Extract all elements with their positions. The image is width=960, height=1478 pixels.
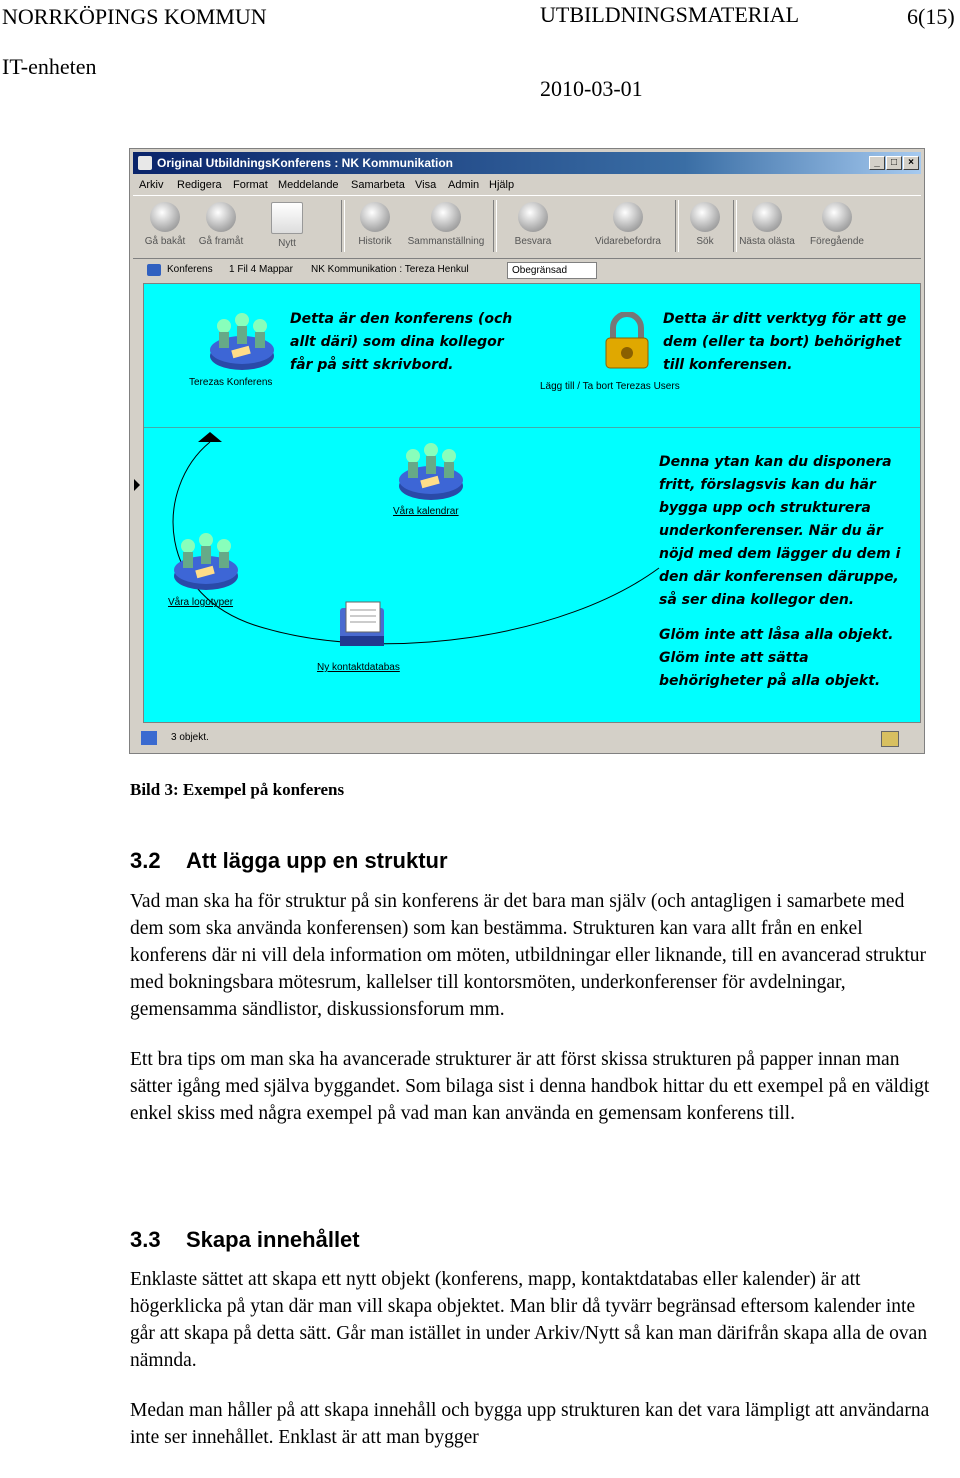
status-text: 3 objekt.	[171, 732, 209, 743]
summary-icon	[431, 202, 461, 232]
status-icon	[141, 731, 157, 745]
doc-type: UTBILDNINGSMATERIAL	[540, 2, 800, 27]
grid-view-icon[interactable]	[881, 731, 899, 747]
lock-label[interactable]: Lägg till / Ta bort Terezas Users	[540, 381, 680, 392]
address-info: 1 Fil 4 Mappar	[229, 264, 293, 275]
app-icon	[138, 156, 152, 170]
next-unread-button[interactable]: Nästa olästa	[739, 200, 795, 247]
reply-icon	[518, 202, 548, 232]
kalendrar-label[interactable]: Våra kalendrar	[393, 506, 459, 517]
menu-visa[interactable]: Visa	[415, 179, 437, 191]
section-3-2-body	[130, 888, 930, 1127]
scope-field[interactable]: Obegränsad	[507, 262, 597, 279]
section-heading-3-3: 3.3 Skapa innehållet	[130, 1227, 360, 1252]
search-icon	[690, 202, 720, 232]
address-path: NK Kommunikation : Tereza Henkul	[311, 264, 469, 275]
menu-arkiv[interactable]: Arkiv	[139, 179, 164, 191]
forward-arrow-icon	[206, 202, 236, 232]
note-conference: Detta är den konferens (och allt däri) som dina kollegor får på sitt skrivbord.	[290, 311, 513, 373]
page-number: 6(15)	[907, 4, 955, 29]
maximize-icon[interactable]: □	[886, 156, 902, 170]
previous-button[interactable]: Föregående	[809, 200, 865, 247]
contact-database-icon[interactable]	[336, 596, 392, 652]
figure-caption: Bild 3: Exempel på konferens	[130, 780, 345, 799]
search-button[interactable]: Sök	[677, 200, 733, 247]
new-document-icon	[271, 202, 303, 234]
menu-meddelande[interactable]: Meddelande	[278, 179, 339, 191]
lock-icon[interactable]	[600, 312, 654, 372]
history-icon	[360, 202, 390, 232]
previous-icon	[822, 202, 852, 232]
logotyper-label[interactable]: Våra logotyper	[168, 597, 234, 608]
paragraph: Enklaste sättet att skapa ett nytt objekt (konferens, mapp, kontaktdatabas eller kalender) är att högerklicka på ytan där man vill skapa objektet. Man blir då tyvärr begränsad eftersom kalender inte går att skapa på detta sätt. Går man istället in under Arkiv/Nytt så kan man därifrån skapa alla de ovan nämnda.	[130, 1269, 928, 1371]
forward-message-button[interactable]: Vidarebefordra	[589, 200, 667, 247]
new-button[interactable]: Nytt	[259, 200, 315, 249]
close-icon[interactable]: ×	[903, 156, 919, 170]
next-unread-icon	[752, 202, 782, 232]
toolbar-separator	[341, 200, 345, 252]
expand-arrow-icon[interactable]	[134, 479, 140, 491]
kontakt-label[interactable]: Ny kontaktdatabas	[317, 662, 400, 673]
toolbar-separator	[493, 200, 497, 252]
toolbar-separator	[733, 200, 737, 252]
note-permissions: Detta är ditt verktyg för att ge dem (eller ta bort) behörighet till konferensen.	[663, 311, 907, 373]
forward-button[interactable]: Gå framåt	[193, 200, 249, 247]
back-button[interactable]: Gå bakåt	[137, 200, 193, 247]
logo-group-icon[interactable]	[172, 530, 240, 594]
note-area: Denna ytan kan du disponera fritt, förslagsvis kan du här bygga upp och strukturera underkonferenser. När du är nöjd med dem lägger du dem i den där konferensen däruppe, så ser dina kollegor den.	[659, 454, 901, 608]
terezas-konferens-label[interactable]: Terezas Konferens	[189, 377, 273, 388]
summary-button[interactable]: Sammanställning	[405, 200, 487, 247]
window-title: Original UtbildningsKonferens : NK Kommunikation	[157, 156, 454, 170]
section-heading-3-2: 3.2 Att lägga upp en struktur	[130, 848, 448, 873]
conference-canvas[interactable]	[143, 283, 921, 723]
status-bar	[133, 725, 921, 751]
doc-date: 2010-03-01	[540, 76, 643, 101]
paragraph: Vad man ska ha för struktur på sin konferens är det bara man själv (och antagligen i samarbete med dem som ska använda konferensen) som kan bestämma. Strukturen kan vara allt från en enkel konferens där ni vill dela information om möten, utbildningar eller liknande, till en avancerad struktur med bokningsbara mötesrum, kallelser till kontorsmöten, underkonferenser för avdelningar, gemensamma sändlistor, diskussionsforum mm.	[130, 891, 927, 1020]
conference-group-icon[interactable]	[208, 310, 276, 374]
section-3-3-body	[130, 1266, 930, 1451]
menu-bar	[133, 175, 921, 195]
menu-hjalp[interactable]: Hjälp	[489, 179, 515, 191]
back-arrow-icon	[150, 202, 180, 232]
menu-format[interactable]: Format	[233, 179, 268, 191]
address-bar	[133, 259, 921, 281]
minimize-icon[interactable]: _	[869, 156, 885, 170]
department: IT-enheten	[2, 54, 97, 79]
conference-icon	[147, 264, 161, 276]
menu-redigera[interactable]: Redigera	[177, 179, 222, 191]
address-label: Konferens	[167, 264, 213, 275]
forward-message-icon	[613, 202, 643, 232]
menu-admin[interactable]: Admin	[448, 179, 480, 191]
note-reminder: Glöm inte att låsa alla objekt. Glöm inte att sätta behörigheter på alla objekt.	[659, 627, 894, 689]
window-titlebar	[133, 152, 921, 174]
toolbar	[133, 195, 921, 259]
paragraph: Medan man håller på att skapa innehåll och bygga upp strukturen kan det vara lämpligt att användarna inte ser innehållet. Enklast är att man bygger	[130, 1400, 930, 1448]
calendar-group-icon[interactable]	[397, 440, 465, 504]
reply-button[interactable]: Besvara	[505, 200, 561, 247]
org-name: NORRKÖPINGS KOMMUN	[2, 4, 267, 29]
conference-screenshot	[129, 148, 925, 754]
history-button[interactable]: Historik	[347, 200, 403, 247]
paragraph: Ett bra tips om man ska ha avancerade strukturer är att först skissa strukturen på papper innan man sätter igång med själva byggandet. Som bilaga sist i denna handbok hittar du ett exempel på en väldigt enkel skiss med några exempel på vad man kan använda en gemensam konferens till.	[130, 1049, 930, 1124]
menu-samarbeta[interactable]: Samarbeta	[351, 179, 405, 191]
